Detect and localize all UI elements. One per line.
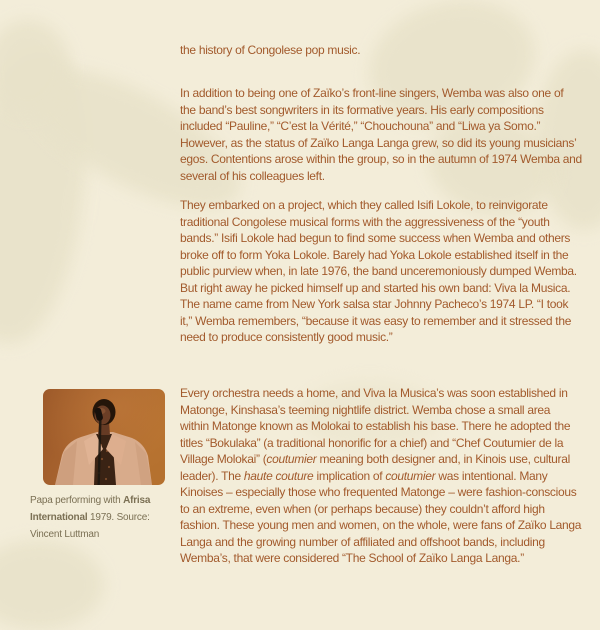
performance-photo [43, 389, 165, 485]
body-paragraph: They embarked on a project, which they called Isifi Lokole, to reinvigorate traditional Congolese musical forms with the aggressiveness of the “youth bands.” Isifi Lokole had begun to find some success when Wemba and others broke off to form Yoka Lokole. Barely had Yoka Lokole established itself in the public purview when, in late 1976, the band unceremoniously dumped Wemba. But right away he picked himself up and started his own band: Viva la Musica. The name came from New York salsa star Johnny Pacheco’s 1974 LP. “I took it,” Wemba remembers, “because it was easy to remember and it stressed the need to produce consistently good music.” [180, 198, 577, 344]
body-paragraph: Every orchestra needs a home, and Viva la Musica’s was soon established in Matonge, Kinshasa’s teeming nightlife district. Wemba chose a small area within Matonge known as Molokai to establish his base. There he adopted the titles “Bokulaka” (a traditional honorific for a chief) and “Chef Coutumier de la Village Molokai” (coutumier meaning both designer and, in Kinois use, cultural leader). The haute couture implication of coutumier was intentional. Many Kinoises – especially those who frequented Matonge – were fashion-conscious to an extreme, even when (or perhaps because) they couldn’t afford high fashion. These young men and women, on the whole, were fans of Zaïko Langa Langa and the growing number of affiliated and offshoot bands, including Wemba’s, that were considered “The School of Zaïko Langa Langa.” [180, 386, 582, 565]
photo-caption: Papa performing with Afrisa International 1979. Source: Vincent Luttman [30, 495, 151, 540]
article-text-column [180, 0, 582, 600]
body-paragraph: In addition to being one of Zaïko’s front-line singers, Wemba was also one of the band’s best songwriters in its formative years. His early compositions included “Pauline,” “C’est la Vérité,” “Chouchouna” and “Liwa ya Somo.” However, as the status of Zaïko Langa Langa grew, so did its young musicians’ egos. Contentions arose within the group, so in the autumn of 1974 Wemba and several of his colleagues left. [180, 86, 582, 183]
body-paragraph: the history of Congolese pop music. [180, 43, 361, 57]
performance-photo-graphic [43, 389, 165, 485]
paper-watermark-blotch [0, 540, 104, 630]
